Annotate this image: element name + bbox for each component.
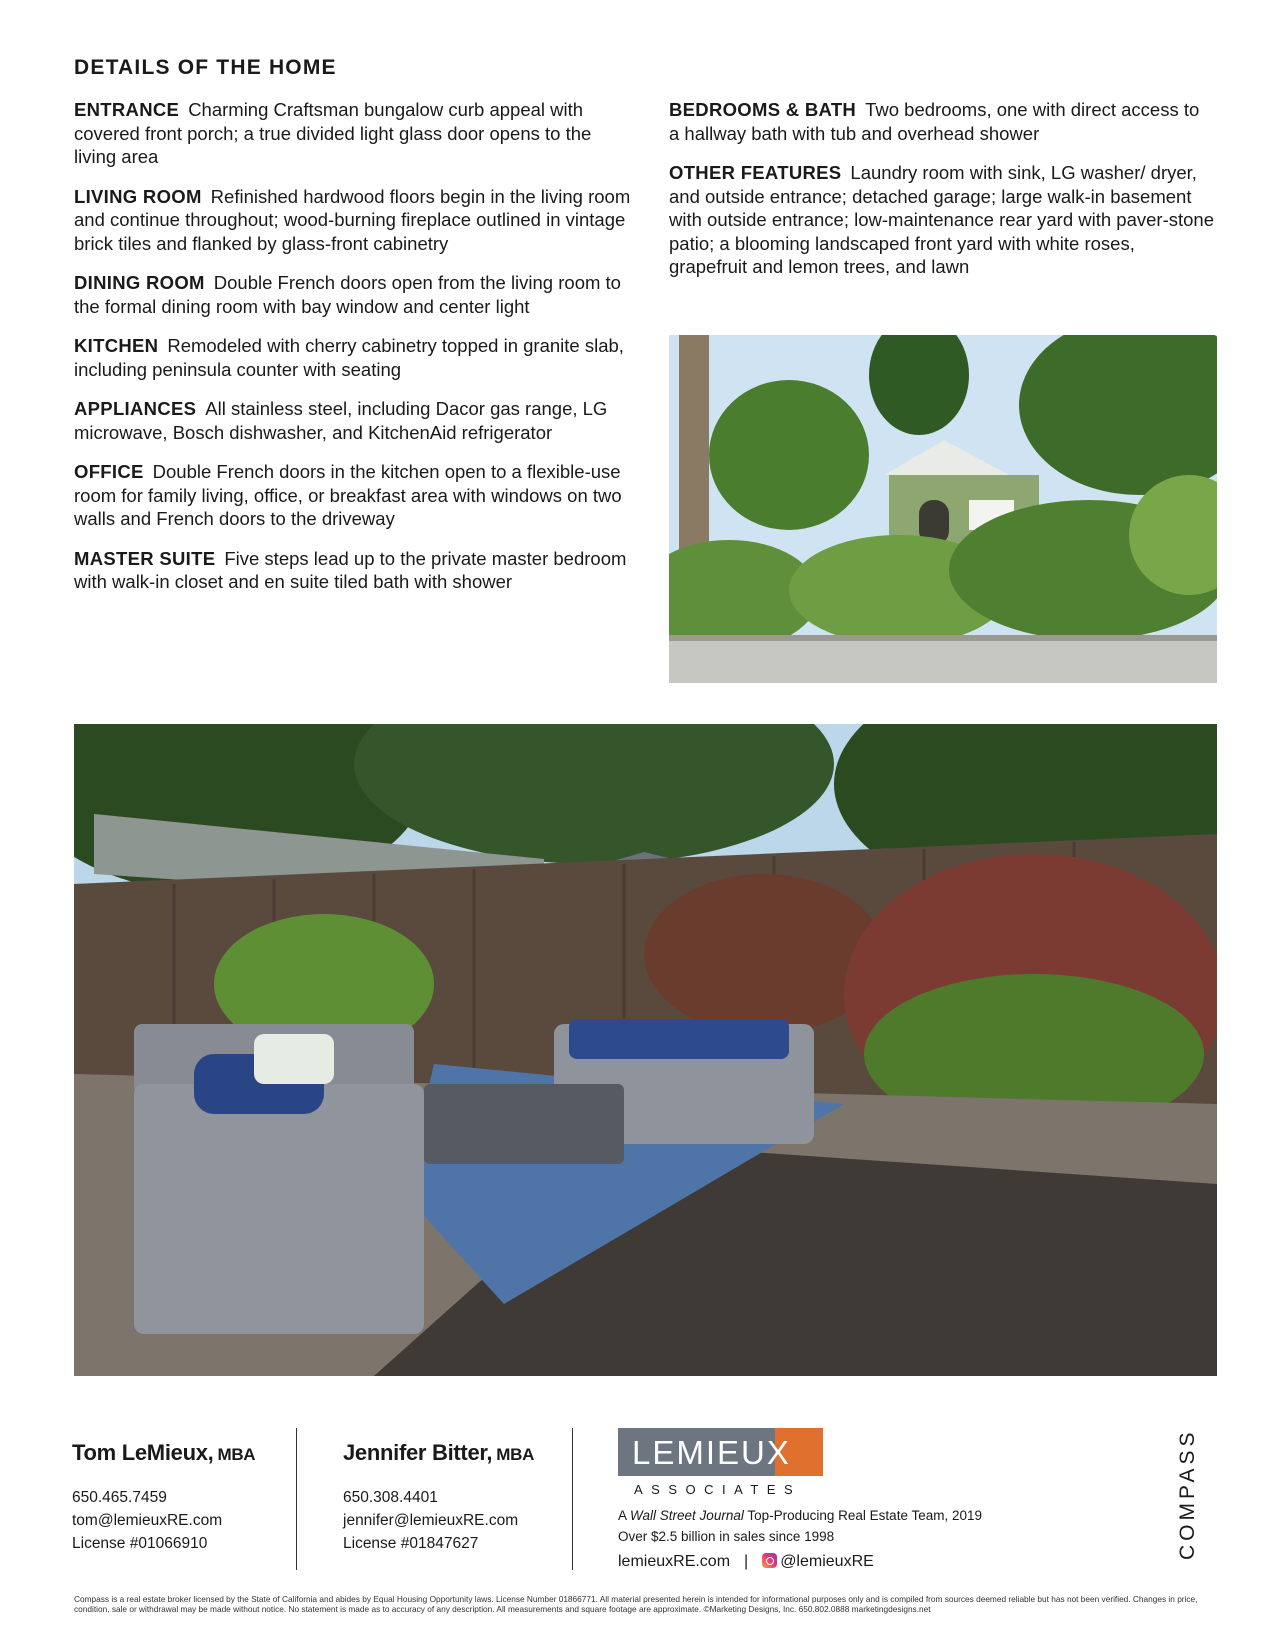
detail-appliances <box>74 397 634 444</box>
detail-living-room <box>74 185 634 256</box>
website-link[interactable]: lemieuxRE.com <box>618 1553 731 1570</box>
agent-credential: MBA <box>496 1445 535 1464</box>
agent-credential: MBA <box>217 1445 256 1464</box>
detail-other-features <box>669 161 1214 279</box>
detail-text: Remodeled with cherry cabinetry topped in granite slab, including peninsula counter with seating <box>74 335 624 380</box>
detail-entrance <box>74 98 634 169</box>
agent-phone[interactable]: 650.465.7459 <box>72 1489 167 1506</box>
detail-text: Laundry room with sink, LG washer/ dryer, and outside entrance; detached garage; large walk-in basement with outside entrance; low-maintenance rear yard with paver-stone patio; a blooming landscaped front yard with white roses, grapefruit and lemon trees, and lawn <box>669 162 1215 277</box>
tagline-rest: Top-Producing Real Estate Team, 2019 <box>747 1508 983 1523</box>
front-exterior-illustration <box>669 335 1217 683</box>
compass-logo: COMPASS <box>1176 1428 1199 1560</box>
detail-text: Two bedrooms, one with direct access to a hallway bath with tub and overhead shower <box>669 99 1200 144</box>
legal-disclaimer: Compass is a real estate broker licensed by the State of California and abides by Equal Housing Opportunity laws. License Number 01866771. All material presented herein is intended for informational purposes only and is compiled from sources deemed reliable but has not been verified. Changes in price, condition, sale or withdrawal may be made without notice. No statement is made as to accuracy of any description. All measurements and square footage are approximate. ©Marketing Designs, Inc. 650.802.0888 marketingdesigns.net <box>74 1594 1198 1615</box>
detail-label: MASTER SUITE <box>74 547 216 569</box>
detail-label: DINING ROOM <box>74 272 205 293</box>
agent-card-jennifer <box>343 1440 534 1555</box>
detail-office <box>74 460 634 531</box>
detail-label: BEDROOMS & BATH <box>669 99 857 120</box>
logo-word: LEMIEUX <box>632 1434 791 1471</box>
page-title: DETAILS OF THE HOME <box>74 56 337 79</box>
divider <box>296 1428 297 1570</box>
detail-text: Double French doors open from the living room to the formal dining room with bay window and center light <box>74 272 621 317</box>
details-right-column <box>669 98 1214 295</box>
lemieux-associates-logo <box>618 1428 823 1497</box>
agent-license: License #01066910 <box>72 1535 208 1552</box>
agent-name <box>343 1440 534 1466</box>
detail-text: Five steps lead up to the private master bedroom with walk-in closet and en suite tiled bath with shower <box>74 547 627 592</box>
web-links <box>618 1553 874 1571</box>
detail-kitchen <box>74 334 634 381</box>
rear-patio-photo <box>74 724 1217 1376</box>
detail-label: OTHER FEATURES <box>669 162 842 183</box>
web-separator: | <box>744 1553 749 1570</box>
social-handle-link[interactable]: @lemieuxRE <box>780 1553 874 1570</box>
detail-label: ENTRANCE <box>74 99 180 120</box>
agent-name-text: Jennifer Bitter, <box>343 1440 493 1465</box>
detail-text: Double French doors in the kitchen open to a flexible-use room for family living, office, or breakfast area with windows on two walls and French doors to the driveway <box>74 461 622 529</box>
detail-text: Charming Craftsman bungalow curb appeal with covered front porch; a true divided light glass door opens to the living area <box>74 99 592 167</box>
agent-name-text: Tom LeMieux, <box>72 1440 214 1465</box>
detail-label: OFFICE <box>74 461 144 482</box>
agent-email[interactable]: jennifer@lemieuxRE.com <box>343 1512 519 1529</box>
tagline-publication: Wall Street Journal <box>630 1508 744 1523</box>
detail-text: All stainless steel, including Dacor gas range, LG microwave, Bosch dishwasher, and KitchenAid refrigerator <box>74 398 608 443</box>
agent-email[interactable]: tom@lemieuxRE.com <box>72 1512 223 1529</box>
logo-subtitle: ASSOCIATES <box>634 1482 802 1497</box>
agent-name <box>72 1440 255 1466</box>
detail-label: APPLIANCES <box>74 398 197 419</box>
logo-box <box>618 1428 823 1476</box>
detail-text: Refinished hardwood floors begin in the living room and continue throughout; wood-burning fireplace outlined in vintage brick tiles and flanked by glass-front cabinetry <box>74 185 631 254</box>
front-exterior-photo <box>669 335 1217 683</box>
agent-phone[interactable]: 650.308.4401 <box>343 1489 438 1506</box>
rear-patio-illustration <box>74 724 1217 1376</box>
divider <box>572 1428 573 1570</box>
detail-master-suite <box>74 547 634 594</box>
agent-license: License #01847627 <box>343 1535 479 1552</box>
agent-card-tom <box>72 1440 255 1555</box>
tagline-prefix: A <box>618 1508 627 1523</box>
team-tagline <box>618 1505 982 1547</box>
detail-dining-room <box>74 271 634 318</box>
detail-label: LIVING ROOM <box>74 185 202 207</box>
detail-bedrooms-bath <box>669 98 1214 145</box>
details-left-column <box>74 98 634 610</box>
instagram-icon <box>762 1553 777 1568</box>
tagline-sales: Over $2.5 billion in sales since 1998 <box>618 1529 835 1544</box>
detail-label: KITCHEN <box>74 335 159 356</box>
